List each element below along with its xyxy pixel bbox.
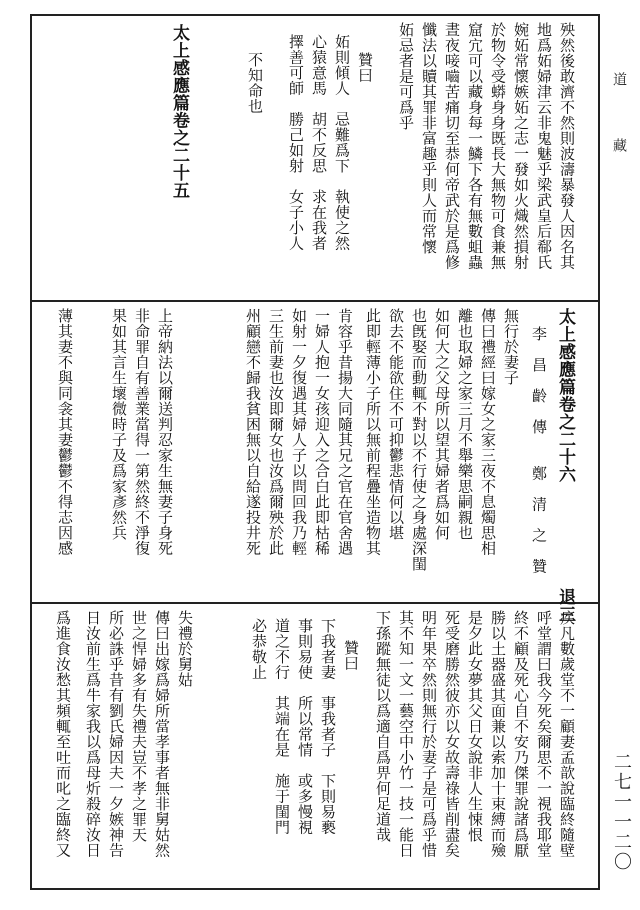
text-column: 呼堂謂曰我今死矣爾思不一視我耶堂 <box>535 610 553 858</box>
text-column: 爲進食汝愁其頻輒至吐而叱之臨終又 <box>54 610 72 858</box>
verse-line: 下我者妻 事我者子 下則易褻 <box>319 618 337 835</box>
text-column: 傳曰禮經曰嫁女之家三夜不息燭思相 <box>479 308 497 556</box>
text-column: 肯容乎昔揚大同隨其兄之官在官舍遇 <box>336 308 354 556</box>
text-column: 死受磨勝然彼亦以女故壽祿皆削盡矣 <box>443 610 461 858</box>
middle-panel <box>34 308 594 623</box>
text-column: 離也取婦之家三月不舉樂思嗣親也 <box>456 308 474 541</box>
verse-line: 必恭敬止 <box>250 618 268 680</box>
verse-line: 事則易使 所以常情 或多慢視 <box>296 618 314 835</box>
author-line: 李 昌 齡 傳 鄭 清 之 贊 <box>530 326 548 574</box>
text-column: 州顧戀不歸我貧困無以自給遂投井死 <box>244 308 262 556</box>
zan-heading: 贊曰 <box>342 640 360 671</box>
page-number: 二七一一二〇 <box>611 752 632 872</box>
text-column: 薄其妻不與同衾其妻鬱鬱不得志因感 <box>56 308 74 556</box>
text-column: 如何大之父母所以望其婦者爲如何 <box>433 308 451 541</box>
text-column: 終不顧及死心自不安乃傑罪說諸爲厭 <box>512 610 530 858</box>
text-column: 欲去不能欲住不可抑鬱悲情何以堪 <box>387 308 405 541</box>
text-column: 晝夜唼嚙苦痛切至恭何帝武於是爲修 <box>443 22 461 270</box>
text-column: 上帝納法以爾送判忍家生無妻子身死 <box>156 308 174 556</box>
verse-line: 道之不行 其端在是 施于閨門 <box>273 618 291 835</box>
bottom-panel <box>34 610 594 880</box>
verse-line: 妬則傾人 忌難爲下 執使之然 <box>333 34 351 251</box>
text-column: 於物令受蟒身身既長大無物可食兼無 <box>489 22 507 270</box>
text-column: 勝以土器盛其面兼以索加十束縛而殮 <box>489 610 507 858</box>
text-column: 一婦人抱一女孩迎入之合白此即枯稀 <box>313 308 331 556</box>
section-heading: 失禮於舅姑 <box>176 610 194 688</box>
verse-line: 心猿意馬 胡不反思 求在我者 <box>310 34 328 251</box>
volume-title: 太上感應篇卷之二十六 退三 <box>555 308 575 623</box>
text-column: 果如其言生壞微時子及爲家彥然兵 <box>110 308 128 541</box>
text-column: 窟宂可以藏身每一鱗下各有無數蛆蟲 <box>466 22 484 270</box>
text-column: 婉妬常懷嫉妬之志一發如火熾然損射 <box>512 22 530 270</box>
zan-heading: 贊曰 <box>356 52 374 83</box>
text-column: 疾凡數歲堂不一顧妻孟歆說臨終隨壁 <box>558 610 576 858</box>
text-column: 其不知一文一藝空中小竹一技一能日 <box>397 610 415 858</box>
text-column: 非命罪自有善業當得一第然終不淨復 <box>133 308 151 556</box>
text-column: 是夕此女夢其父日女說非人生悚恨 <box>466 610 484 843</box>
margin-label-dao: 道 <box>611 72 627 86</box>
text-column: 此即輕薄小子所以無前程疊坐造物其 <box>364 308 382 556</box>
text-column: 世之悍婦多有失禮夫豈不孝之罪天 <box>130 610 148 843</box>
text-column: 日汝前生爲牛家我以爲母炘殺碎汝日 <box>84 610 102 858</box>
text-column: 殃然後敢濟不然則波濤暴發人因名其 <box>558 22 576 270</box>
section-heading: 無行於妻子 <box>502 308 520 386</box>
text-column: 下孫蹤無徒以爲適自爲畀何足道哉 <box>374 610 392 843</box>
text-column: 懺法以贖其罪非富趣乎則人而常懷 <box>420 22 438 255</box>
top-panel <box>34 22 594 294</box>
verse-line: 擇善可師 勝己如射 女子小人 <box>287 34 305 251</box>
margin-label-zang: 藏 <box>611 138 627 152</box>
panel-divider-lower <box>30 602 600 604</box>
verse-line: 不知命也 <box>246 52 264 114</box>
volume-end-title: 太上感應篇卷之二十五 <box>169 24 189 199</box>
text-column: 三生前妻也汝即爾女也汝爲爾殃於此 <box>267 308 285 556</box>
text-column: 明年果卒然則無行於妻子是可爲乎惜 <box>420 610 438 858</box>
text-column: 如射一夕復遇其婦人子以問回我乃輕 <box>290 308 308 556</box>
text-column: 也旣娶而動輒不對以不行使之身處深閨 <box>410 308 428 572</box>
text-column: 地爲妬婦津云非鬼魅乎梁武皇后郗氏 <box>535 22 553 270</box>
text-column: 傳曰出嫁爲婦所當孝事者無非舅姑然 <box>153 610 171 858</box>
text-column: 所必誅乎昔有劉氏婦因夫一夕嫉神告 <box>107 610 125 858</box>
text-column: 妬忌者是可爲乎 <box>397 22 415 131</box>
